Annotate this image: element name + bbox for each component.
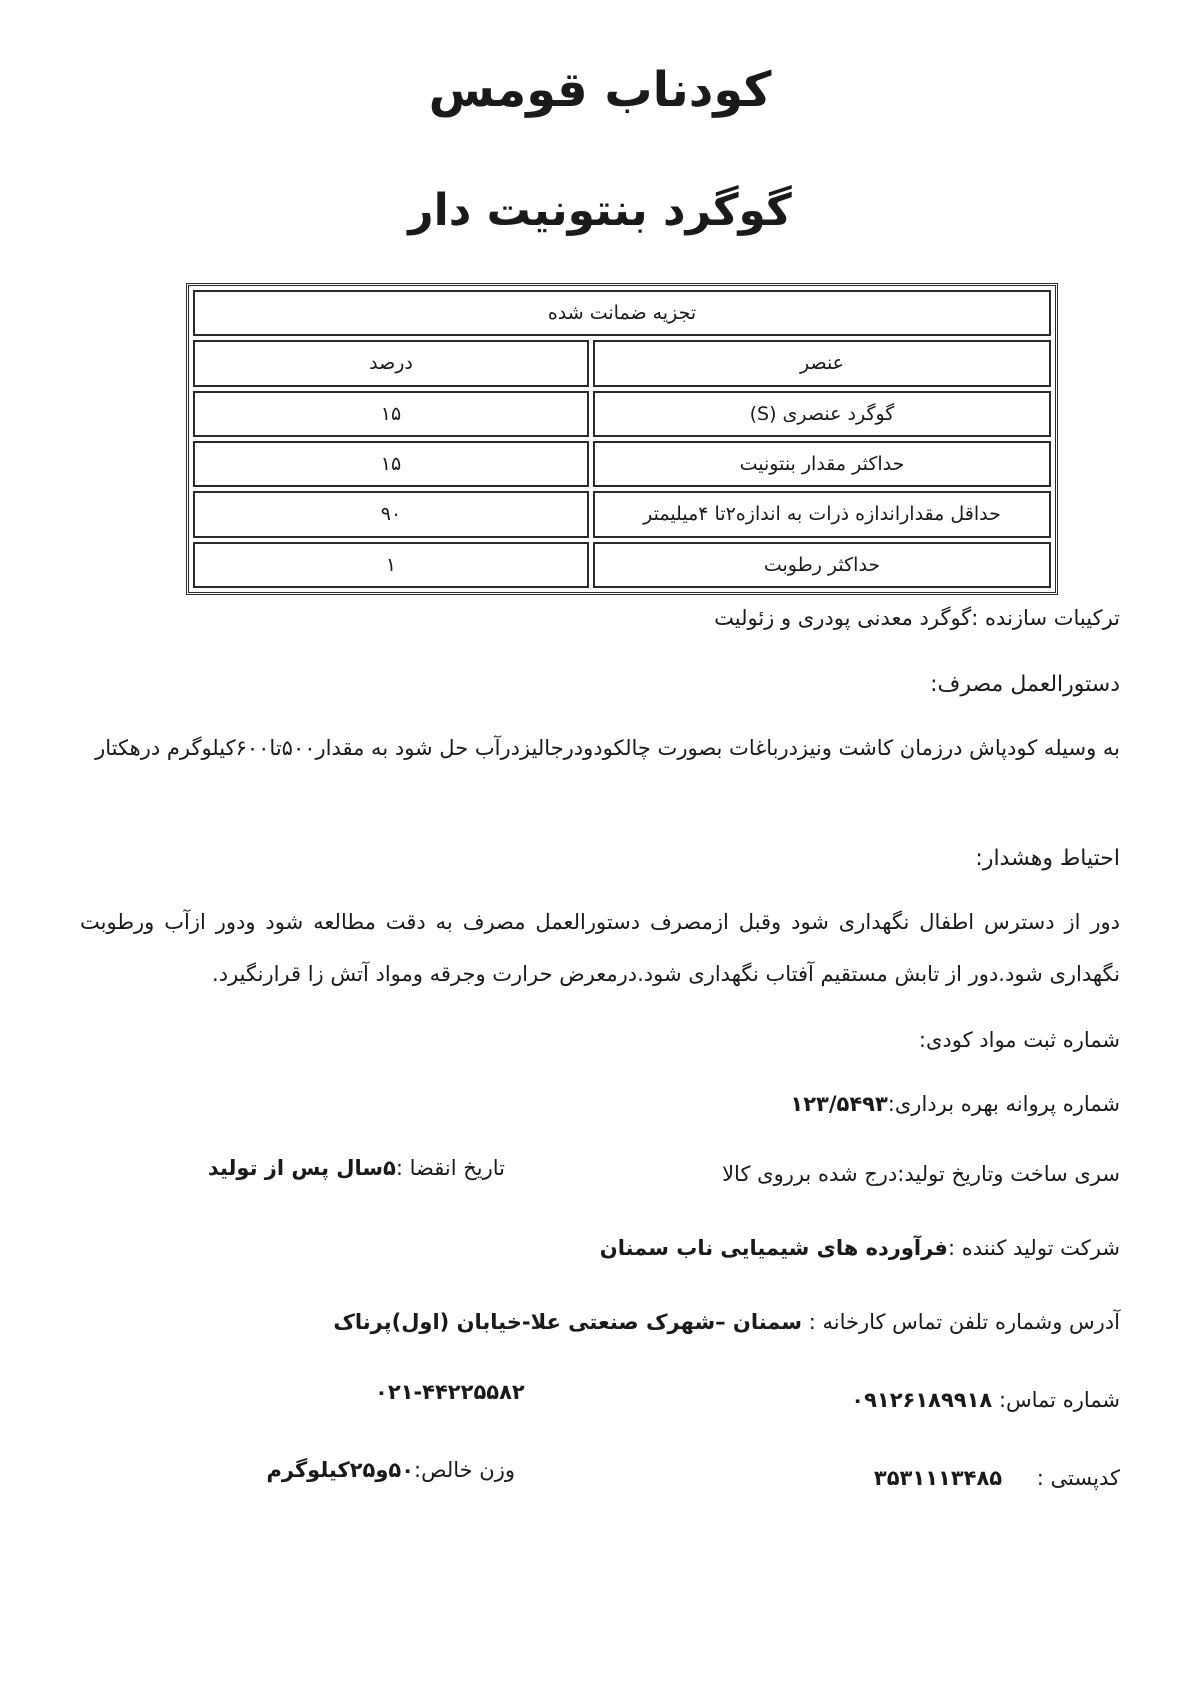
net-weight-label: وزن خالص:	[414, 1458, 515, 1482]
element-percent: ۱۵	[193, 391, 589, 437]
net-weight-value: ۵۰و۲۵کیلوگرم	[266, 1458, 415, 1482]
element-percent: ۹۰	[193, 491, 589, 537]
element-name: حداکثر مقدار بنتونیت	[593, 441, 1051, 487]
registration-label: شماره ثبت مواد کودی:	[918, 1028, 1120, 1052]
ingredients-line: ترکیبات سازنده :گوگرد معدنی پودری و زئولیت	[714, 606, 1120, 630]
column-header-element: عنصر	[593, 340, 1051, 386]
batch-value: درج شده برروی کالا	[722, 1162, 898, 1186]
expiry-label: تاریخ انقضا :	[395, 1156, 505, 1180]
contact-label: شماره تماس:	[998, 1388, 1120, 1412]
license-number: ۱۲۳/۵۴۹۳	[790, 1092, 888, 1116]
contact-line	[851, 1388, 1120, 1412]
license-label: شماره پروانه بهره برداری:	[887, 1092, 1120, 1116]
license-line	[790, 1092, 1120, 1116]
table-row	[193, 441, 1051, 487]
warning-text: دور از دسترس اطفال نگهداری شود وقبل ازمصرف دستورالعمل مصرف به دقت مطالعه شود ودور ازآب ورطوبت نگهداری شود.دور از تابش مستقیم آفتاب نگهداری شود.درمعرض حرارت وجرقه ومواد آتش زا قرارنگیرد.	[80, 910, 1120, 986]
brand-title: کودناب قومس	[428, 62, 772, 118]
factory-phone: ۰۲۱-۴۴۲۲۵۵۸۲	[375, 1380, 525, 1404]
table-row	[193, 542, 1051, 588]
address-label: آدرس وشماره تلفن تماس کارخانه :	[808, 1310, 1120, 1334]
postal-label: کدپستی :	[1036, 1466, 1120, 1490]
usage-heading: دستورالعمل مصرف:	[930, 672, 1120, 697]
warning-heading: احتیاط وهشدار:	[975, 846, 1120, 871]
batch-line	[722, 1162, 1120, 1186]
product-title: گوگرد بنتونیت دار	[408, 185, 792, 236]
table-row	[193, 391, 1051, 437]
table-row	[193, 491, 1051, 537]
expiry-line	[208, 1156, 505, 1180]
producer-line	[600, 1236, 1120, 1260]
batch-label: سری ساخت وتاریخ تولید:	[897, 1162, 1120, 1186]
element-percent: ۱	[193, 542, 589, 588]
postal-line	[874, 1466, 1120, 1490]
table-caption: تجزیه ضمانت شده	[193, 290, 1051, 336]
table-header-row	[193, 340, 1051, 386]
net-weight-line	[266, 1458, 515, 1482]
producer-value: فرآورده های شیمیایی ناب سمنان	[599, 1236, 948, 1260]
analysis-table-grid	[189, 286, 1055, 592]
address-value: سمنان –شهرک صنعتی علا-خیابان (اول)پرناک	[333, 1310, 803, 1334]
contact-number: ۰۹۱۲۶۱۸۹۹۱۸	[851, 1388, 993, 1412]
guaranteed-analysis-table	[186, 283, 1058, 595]
address-line	[333, 1310, 1120, 1334]
table-caption-row	[193, 290, 1051, 336]
element-name: حداکثر رطوبت	[593, 542, 1051, 588]
element-percent: ۱۵	[193, 441, 589, 487]
column-header-percent: درصد	[193, 340, 589, 386]
element-name: گوگرد عنصری (S)	[593, 391, 1051, 437]
producer-label: شرکت تولید کننده :	[947, 1236, 1120, 1260]
element-name: حداقل مقداراندازه ذرات به اندازه۲تا ۴میلیمتر	[593, 491, 1051, 537]
postal-code: ۳۵۳۱۱۱۳۴۸۵	[873, 1466, 1003, 1490]
usage-text: به وسیله کودپاش درزمان کاشت ونیزدرباغات بصورت چالکودودرجالیزدرآب حل شود به مقدار۵۰۰تا۶۰۰کیلوگرم درهکتار	[95, 736, 1120, 760]
expiry-value: ۵سال پس از تولید	[207, 1156, 396, 1180]
